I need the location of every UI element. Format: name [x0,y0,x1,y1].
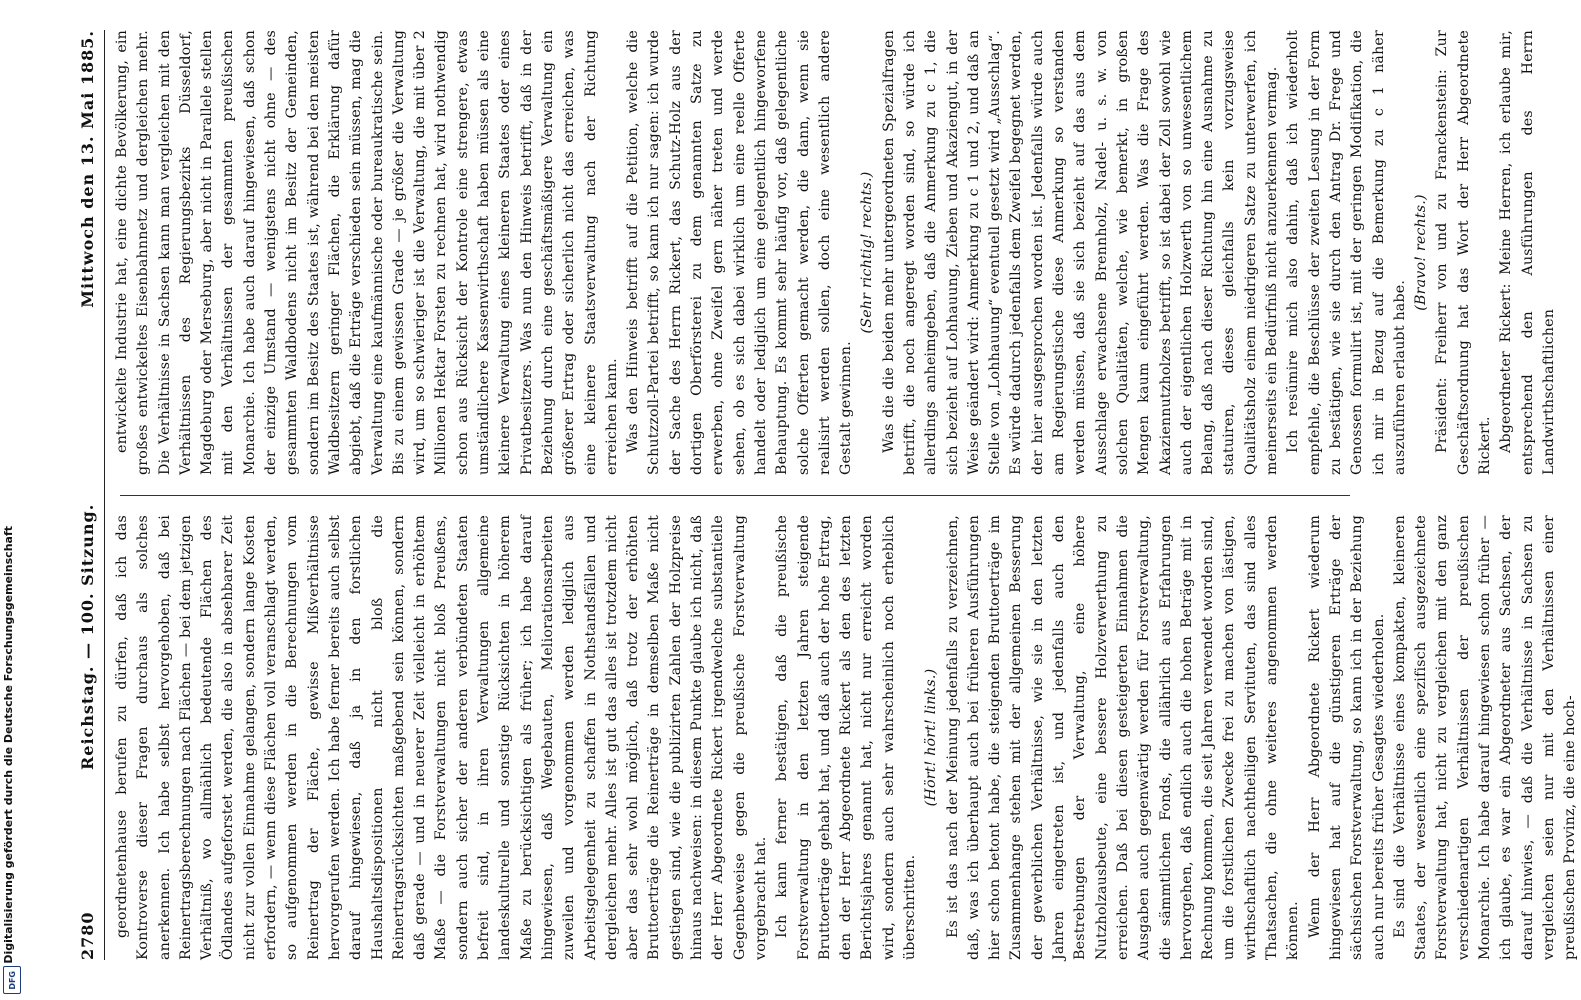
paragraph: Es ist das nach der Meinung jedenfalls zu verzeichnen, daß, was ich überhaupt auch bei früheren Ausführungen hier schon betont habe, die steigenden Bruttoerträge im Zusammenhange stehen mit der allgemeinen Besserung der gewerblichen Verhältnisse, wie sie in den letzten Jahren eingetreten ist, und jedenfalls auch den Bestrebungen der Verwaltung, eine höhere Nutzholzausbeute, eine bessere Holzverwerthung zu erreichen. Daß bei diesen gesteigerten Einnahmen die Ausgaben auch gegenwärtig werden für Forstverwaltung, die sämmtlichen Fonds, die allährlich aus Erfahrungen hervorgehen, daß endlich auch die hohen Beträge mit in Rechnung kommen, die seit Jahren verwendet worden sind, um die forstlichen Zwecke frei zu machen von lästigen, wirthschaftlich nachtheiligen Servituten, das sind alles Thatsachen, die ohne weiteres angenommen werden können. [944,515,1302,960]
page-header [78,30,106,960]
paragraph: Was die die beiden mehr untergeordneten Spezialfragen betrifft, die noch angeregt worden sind, so würde ich allerdings anheimgeben, daß die Anmerkung zu c 1, die sich bezieht auf Lohhauung, Zieben und Akaziengut, in der Weise geändert wird: Anmerkung zu c 1 und 2, und daß an Stelle von „Lohhauung“ eventuell gesetzt wird „Ausschlag“. Es würde dadurch jedenfalls dem Zweifel begegnet werden, der hier ausgesprochen worden ist. Jedenfalls würde auch am Regierungstische diese Anmerkung so verstanden werden müssen, daß sie sich bezieht auf das aus dem Ausschlage erwachsene Brennholz, Nadel- u. s. w. von solchen Qualitäten, welche, wie bemerkt, in großen Mengen kaum eingeführt werden. Was die Frage des Akaziennutzholzes betrifft, so ist dabei der Zoll sowohl wie auch der eigentlichen Holzwerth von so unwesentlichem Belang, daß nach dieser Richtung hin eine Ausnahme zu statuiren, dieses gleichfalls kein vorzugsweise Qualitätsholz einem niedrigeren Satze zu unterwerfen, ich meinerseits ein Bedürfniß nicht anzuerkennen vermag. [880,30,1281,475]
paragraph: entwickelte Industrie hat, eine dichte Bevölkerung, ein großes entwickeltes Eisenbahnnetz und dergleichen mehr. Die Verhältnisse in Sachsen kann man vergleichen mit den Verhältnissen des Regierungsbezirks Düsseldorf, Magdeburg oder Merseburg, aber nicht in Parallele stellen mit den Verhältnissen der gesammten preußischen Monarchie. Ich habe auch darauf hingewiesen, daß schon der einzige Umstand — wenigstens nicht ohne — des gesammten Waldbodens nicht im Besitz der Gemeinden, sondern im Besitz des Staates ist, während bei den meisten Waldbesitzern geringer Flächen, die Erklärung dafür abgiebt, daß die Erträge verschieden sein müssen, mag die Verwaltung eine kaufmännische oder bureaukratische sein. Bis zu einem gewissen Grade — je größer die Verwaltung wird, um so schwieriger ist die Verwaltung, die mit über 2 Millionen Hektar Forsten zu rechnen hat, wird nothwendig schon aus Rücksicht der Kontrole eine strengere, etwas umständlichere Kassenwirthschaft haben müssen als eine kleinere Verwaltung eines kleineren Staates oder eines Privatbesitzers. Was nun den Hinweis betrifft, daß in der Beziehung durch eine geschäftsmäßigere Verwaltung ein größerer Ertrag oder sicherlich nicht das erreichen, was eine kleinere Staatsverwaltung nach der Richtung erreichen kann. [114,30,620,475]
interjection: (Bravo! rechts.) [1413,194,1430,311]
text-column-right [112,30,1557,475]
paragraph: Präsident: Freiherr von und zu Franckenstein: Zur Geschäftsordnung hat das Wort der Herr Abgeordnete Rickert. [1434,30,1493,475]
interjection: (Sehr richtig! rechts.) [859,171,876,334]
text-column-left [112,515,1579,960]
paragraph: geordnetenhause berufen zu dürfen, daß ich das Kontroverse dieser Fragen durchaus als solches anerkennen. Ich habe selbst hervorgehoben, daß bei Reinertragsberechnungen nach Flächen — bei dem jetzigen Verhältniß, wo allmählich bedeutende Flächen des Ödlandes aufgeforstet werden, die also in absehbarer Zeit nicht zur vollen Einnahme gelangen, sondern lange Kosten erfordern, — wenn diese Flächen voll veranschlagt werden, so aufgenommen werden in die Berechnungen vom Reinertrag der Fläche, gewisse Mißverhältnisse hervorgerufen werden. Ich habe ferner bereits auch selbst darauf hingewiesen, daß ja in den forstlichen Haushaltsdispositionen nicht bloß die Reinertragsrücksichten maßgebend sein können, sondern daß gerade — und in neuerer Zeit vielleicht in erhöhtem Maße — die Forstverwaltungen nicht bloß Preußens, sondern auch sicher der anderen verbündeten Staaten befreit sind, in ihren Verwaltungen allgemeine landeskulturelle und sonstige Rücksichten in höherem Maße zu berücksichtigen als früher; ich habe darauf hingewiesen, daß Wegebauten, Meliorationsarbeiten zuweilen und vorgenommen werden lediglich aus Arbeitsgelegenheit zu schaffen in Nothstandsfällen und dergleichen mehr. Alles ist gut das alles ist trotzdem nicht aber das sehr wohl möglich, daß trotz der erhöhten Bruttoerträge die Reinerträge in demselben Maße nicht gestiegen sind, wie die publizirten Zahlen der Holzpreise hinaus nachweisen: in diesem Punkte glaube ich nicht, daß der Herr Abgeordnete Rickert irgendwelche substantielle Gegenbeweise gegen die preußische Forstverwaltung vorgebracht hat. [114,515,769,960]
digitization-strip [0,0,24,1000]
paragraph: Ich resümire mich also dahin, daß ich wiederholt empfehle, die Beschlüsse der zweiten Lesung in der Form zu bestätigen, wie sie durch den Antrag Dr. Frege und Genossen formulirt ist, mit der geringen Modifikation, die ich mir in Bezug auf die Bemerkung zu c 1 näher auszuführen erlaubt habe. [1285,30,1408,475]
column-divider [120,495,1350,496]
paragraph: Was den Hinweis betrifft auf die Petition, welche die Schutzzoll-Partei betrifft, so kann ich nur sagen: ich wurde der Sache des Herrn Rickert, das Schutz-Holz aus der dortigen Oberförsterei zu dem genannten Satze zu erwerben, ohne Zweifel gern näher treten und werde sehen, ob es sich dabei wirklich um eine reelle Offerte handelt oder lediglich um eine gelegentlich hingeworfene Behauptung. Es kommt sehr häufig vor, daß gelegentliche solche Offerten gemacht werden, die dann, wenn sie realisirt werden sollen, doch eine wesentlich andere Gestalt gewinnen. [625,30,855,475]
dfg-logo-icon: DFG [3,966,21,994]
paragraph: Ich kann ferner bestätigen, daß die preußische Forstverwaltung in den letzten Jahren steigende Bruttoerträge gehabt hat, und daß auch der hohe Ertrag, den der Herr Abgeordnete Rickert als den des letzten Berichtsjahres genannt hat, nicht nur erreicht worden wird, sondern auch sehr wahrscheinlich noch erheblich überschritten. [774,515,918,960]
funding-note: Digitalisierung gefördert durch die Deutsche Forschungsgemeinschaft [2,526,15,964]
paragraph: Abgeordneter Rickert: Meine Herren, ich erlaube mir, entsprechend den Ausführungen des Herrn Landwirthschaftlichen [1498,30,1557,475]
page-title: Reichstag. — 100. Sitzung. [78,503,97,770]
interjection: (Hört! hört! links.) [923,668,940,807]
header-rule [104,30,105,960]
session-date: Mittwoch den 13. Mai 1885. [78,30,97,308]
paragraph: Wenn der Herr Abgeordnete Rickert wiederum hingewiesen hat auf die günstigeren Erträge der sächsischen Forstverwaltung, so kann ich in der Beziehung auch nur bereits früher Gesagtes wiederholen. [1306,515,1387,960]
paragraph: Es sind die Verhältnisse eines kompakten, kleineren Staates, der wesentlich eine spezifisch ausgezeichnete Forstverwaltung hat, nicht zu vergleichen mit den ganz verschiedenartigen Verhältnissen der preußischen Monarchie. Ich habe darauf hingewiesen schon früher — ich glaube, es war ein Abgeordneter aus Sachsen, der darauf hinwies, — daß die Verhältnisse in Sachsen zu vergleichen seien nur mit den Verhältnissen einer preußischen Provinz, die eine hoch- [1391,515,1579,960]
page-number: 2780 [78,911,97,960]
